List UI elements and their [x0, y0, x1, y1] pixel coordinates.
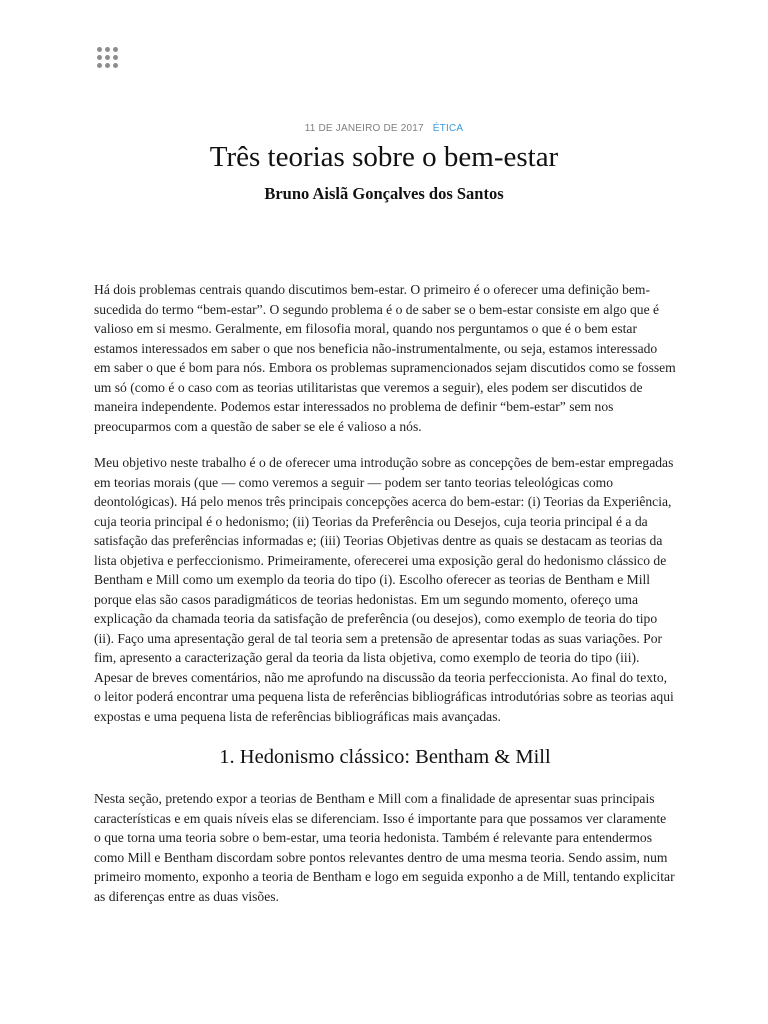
menu-dot: [97, 63, 102, 68]
grid-menu-icon[interactable]: [96, 46, 120, 70]
article-title: Três teorias sobre o bem-estar: [209, 141, 559, 173]
article-author: Bruno Aislã Gonçalves dos Santos: [264, 184, 504, 203]
menu-dot: [105, 47, 110, 52]
menu-dot: [113, 47, 118, 52]
menu-dot: [105, 63, 110, 68]
article-body: [94, 280, 676, 923]
section-paragraph: Nesta seção, pretendo expor a teorias de Bentham e Mill com a finalidade de apresentar suas principais características e em quais níveis elas se diferenciam. Isso é importante para que possamos ver claramente o que torna uma teoria sobre o bem-estar, uma teoria hedonista. Também é relevante para entendermos como Mill e Bentham discordam sobre pontos relevantes dentro de uma mesma teoria. Sendo assim, num primeiro momento, exponho a teoria de Bentham e logo em seguida exponho a de Mill, tentando explicitar as diferenças entre as duas visões.: [94, 791, 675, 904]
article-meta: [0, 122, 768, 136]
menu-dot: [97, 47, 102, 52]
body-paragraph: Há dois problemas centrais quando discutimos bem-estar. O primeiro é o oferecer uma definição bem-sucedida do termo “bem-estar”. O segundo problema é o de saber se o bem-estar consiste em algo que é valioso em si mesmo. Geralmente, em filosofia moral, quando nos perguntamos o que é o bem estar estamos interessados em saber o que nos beneficia não-instrumentalmente, ou seja, estamos interessado em saber o que é bom para nós. Embora os problemas supramencionados sejam discutidos como se fossem um só (como é o caso com as teorias utilitaristas que veremos a seguir), eles podem ser discutidos de maneira independente. Podemos estar interessados no problema de definir “bem-estar” sem nos preocuparmos com a questão de saber se ele é valioso a nós.: [94, 282, 676, 434]
publish-date: 11 DE JANEIRO DE 2017: [304, 123, 424, 134]
menu-dot: [97, 55, 102, 60]
menu-dot: [113, 63, 118, 68]
category-link[interactable]: ÉTICA: [432, 123, 464, 134]
menu-dot: [113, 55, 118, 60]
menu-dot: [105, 55, 110, 60]
body-paragraph: Meu objetivo neste trabalho é o de oferecer uma introdução sobre as concepções de bem-estar empregadas em teorias morais (que — como veremos a seguir — podem ser tanto teorias teleológicas como deontológicas). Há pelo menos três principais concepções acerca do bem-estar: (i) Teorias da Experiência, cuja teoria principal é o hedonismo; (ii) Teorias da Preferência ou Desejos, cuja teoria principal é a da satisfação das preferências informadas e; (iii) Teorias Objetivas dentre as quais se destacam as teorias da lista objetiva e perfeccionismo. Primeiramente, oferecerei uma exposição geral do hedonismo clássico de Bentham e Mill como um exemplo da teoria do tipo (i). Escolho oferecer as teorias de Bentham e Mill porque elas são casos paradigmáticos de teorias hedonistas. Em um segundo momento, ofereço uma explicação da chamada teoria da satisfação de preferência (ou desejos), como exemplo de teoria do tipo (ii). Faço uma apresentação geral de tal teoria sem a pretensão de apresentar todas as suas variações. Por fim, apresento a caracterização geral da teoria da lista objetiva, como exemplo de teoria do tipo (iii). Apesar de breves comentários, não me aprofundo na discussão da teoria perfeccionista. Ao final do texto, o leitor poderá encontrar uma pequena lista de referências bibliográficas introdutórias sobre as teorias aqui expostas e uma pequena lista de referências bibliográficas mais avançadas.: [94, 455, 674, 724]
section-heading: 1. Hedonismo clássico: Bentham & Mill: [219, 746, 551, 768]
